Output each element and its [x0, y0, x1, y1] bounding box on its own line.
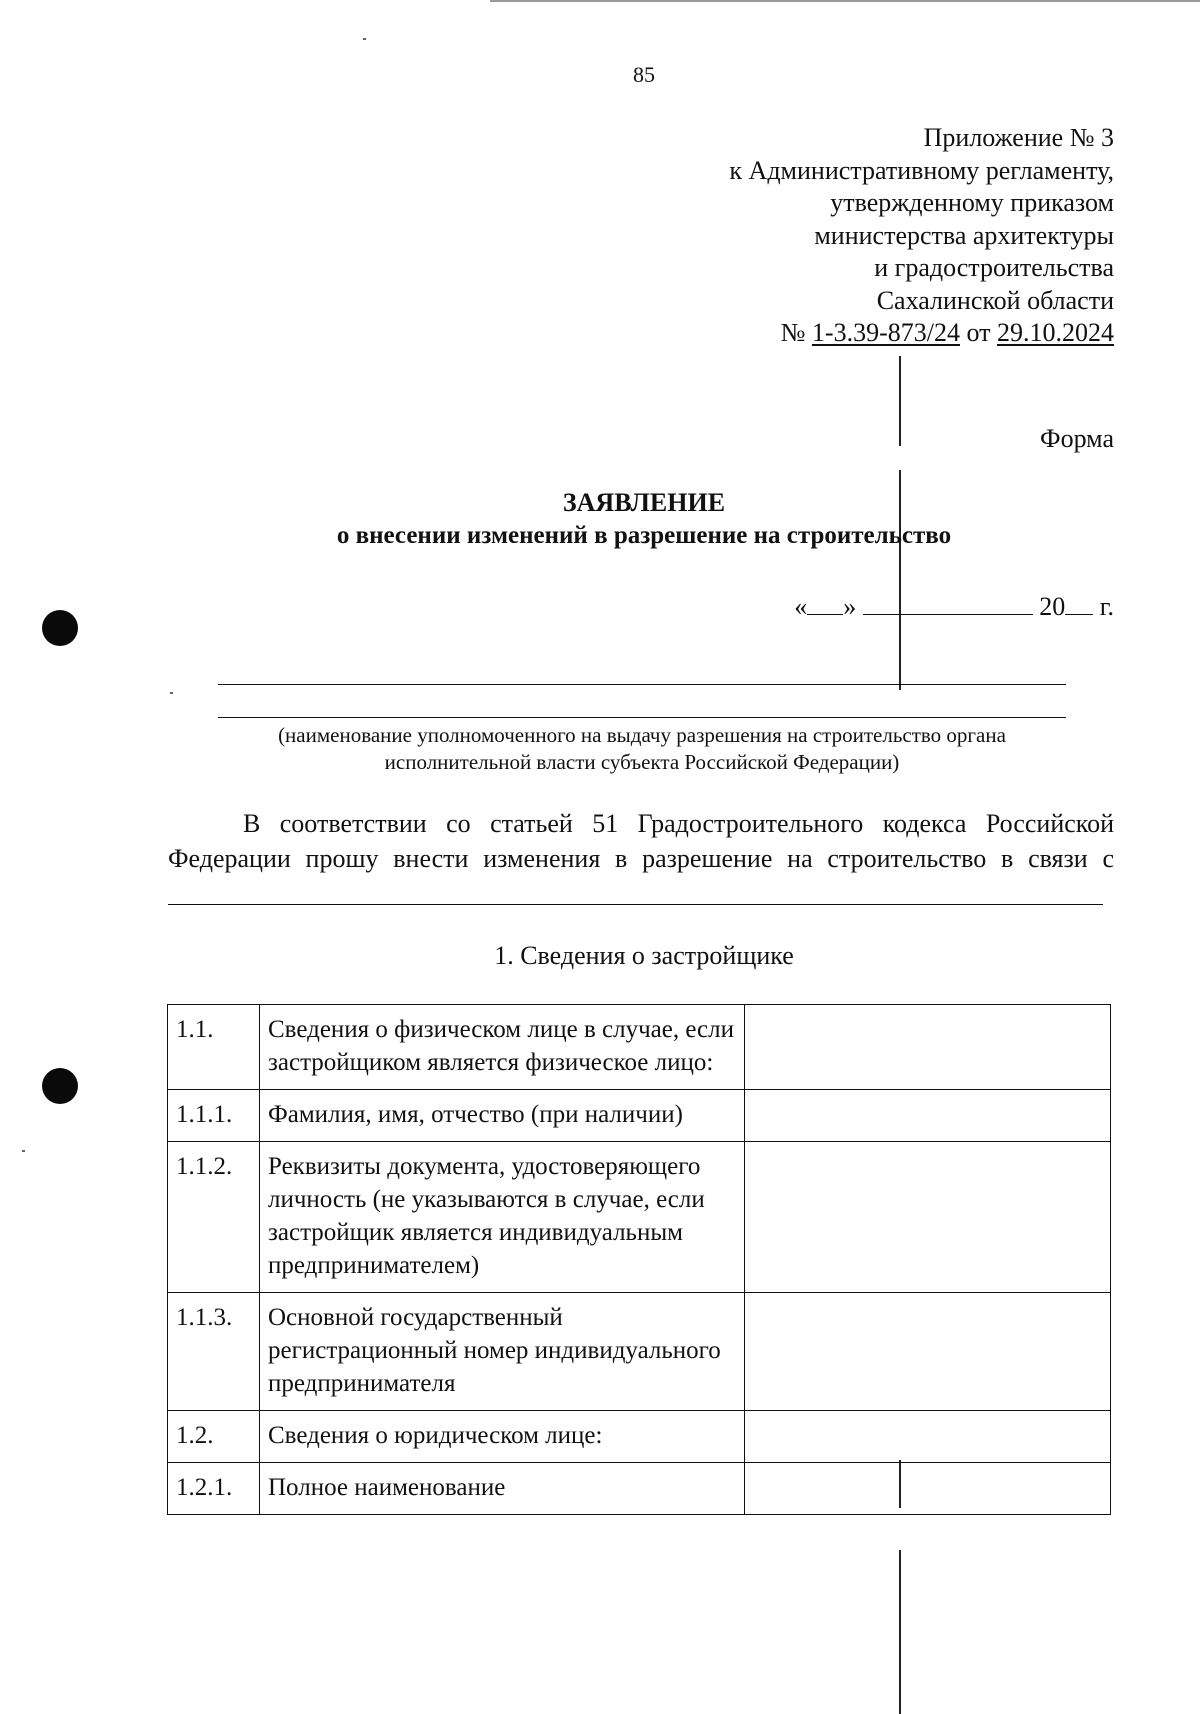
table-row	[168, 1293, 1111, 1411]
row-number: 1.1.	[168, 1005, 260, 1090]
authority-blank-line-2[interactable]	[218, 717, 1066, 718]
form-label: Форма	[1040, 424, 1114, 453]
table-row	[168, 1090, 1111, 1142]
appendix-line-4: министерства архитектуры	[814, 220, 1114, 250]
table-row	[168, 1463, 1111, 1515]
punch-hole-top	[42, 610, 78, 646]
row-value-cell[interactable]	[745, 1411, 1111, 1463]
row-label: Сведения о физическом лице в случае, если застройщиком является физическое лицо:	[260, 1005, 745, 1090]
appendix-line-1: Приложение № 3	[923, 123, 1114, 152]
order-number: 1-3.39-873/24	[811, 318, 960, 347]
table-row	[168, 1142, 1111, 1293]
row-value-cell[interactable]	[745, 1005, 1111, 1090]
month-blank[interactable]	[863, 590, 1033, 615]
year-blank[interactable]	[1065, 590, 1093, 615]
date-close-quote: »	[843, 592, 857, 621]
appendix-line-6: Сахалинской области	[876, 285, 1114, 315]
row-value-cell[interactable]	[745, 1463, 1111, 1515]
appendix-block	[729, 122, 1114, 350]
request-text-line-1: В соответствии со статьей 51 Градостроительного кодекса Российской	[243, 809, 1114, 838]
order-date: 29.10.2024	[997, 318, 1114, 347]
table-row	[168, 1411, 1111, 1463]
speck	[363, 38, 366, 40]
reason-blank-line[interactable]	[168, 904, 1103, 905]
date-line	[794, 590, 1114, 622]
row-label: Основной государственный регистрационный номер индивидуального предпринимателя	[260, 1293, 745, 1411]
row-number: 1.1.1.	[168, 1090, 260, 1142]
scan-edge-line	[490, 0, 1200, 2]
date-open-quote: «	[794, 592, 808, 621]
row-label: Реквизиты документа, удостоверяющего личность (не указываются в случае, если застройщик является индивидуальным предпринимателем)	[260, 1142, 745, 1293]
authority-caption	[218, 722, 1066, 776]
row-label: Фамилия, имя, отчество (при наличии)	[260, 1090, 745, 1142]
row-number: 1.2.	[168, 1411, 260, 1463]
document-title: ЗАЯВЛЕНИЕ	[562, 488, 726, 517]
order-prefix: №	[780, 318, 812, 347]
year-prefix: 20	[1039, 592, 1066, 621]
document-subtitle: о внесении изменений в разрешение на строительство	[336, 522, 952, 549]
row-value-cell[interactable]	[745, 1293, 1111, 1411]
row-number: 1.1.2.	[168, 1142, 260, 1293]
row-label: Полное наименование	[260, 1463, 745, 1515]
day-blank[interactable]	[807, 590, 843, 615]
punch-hole-bottom	[42, 1068, 78, 1104]
year-suffix: г.	[1093, 592, 1114, 621]
section-heading: 1. Сведения о застройщике	[494, 941, 794, 970]
fold-mark-upper	[899, 356, 901, 446]
row-number: 1.1.3.	[168, 1293, 260, 1411]
request-text-line-2: Федерации прошу внести изменения в разрешение на строительство в связи с	[168, 844, 1114, 873]
fold-mark-bottom	[899, 1550, 901, 1714]
page-number: 85	[633, 62, 655, 87]
row-label: Сведения о юридическом лице:	[260, 1411, 745, 1463]
authority-caption-line-1: (наименование уполномоченного на выдачу разрешения на строительство органа	[278, 723, 1006, 747]
row-number: 1.2.1.	[168, 1463, 260, 1515]
row-value-cell[interactable]	[745, 1142, 1111, 1293]
row-value-cell[interactable]	[745, 1090, 1111, 1142]
appendix-order-line	[729, 317, 1114, 350]
appendix-line-3: утвержденному приказом	[830, 188, 1114, 217]
table-row	[168, 1005, 1111, 1090]
developer-info-table	[167, 1004, 1111, 1515]
order-mid: от	[959, 318, 997, 347]
speck	[22, 1150, 25, 1152]
speck	[170, 692, 173, 694]
authority-caption-line-2: исполнительной власти субъекта Российской Федерации)	[384, 750, 900, 774]
authority-blank-line-1[interactable]	[218, 684, 1066, 685]
appendix-line-2: к Административному регламенту,	[729, 155, 1114, 185]
appendix-line-5: и градостроительства	[874, 253, 1114, 282]
